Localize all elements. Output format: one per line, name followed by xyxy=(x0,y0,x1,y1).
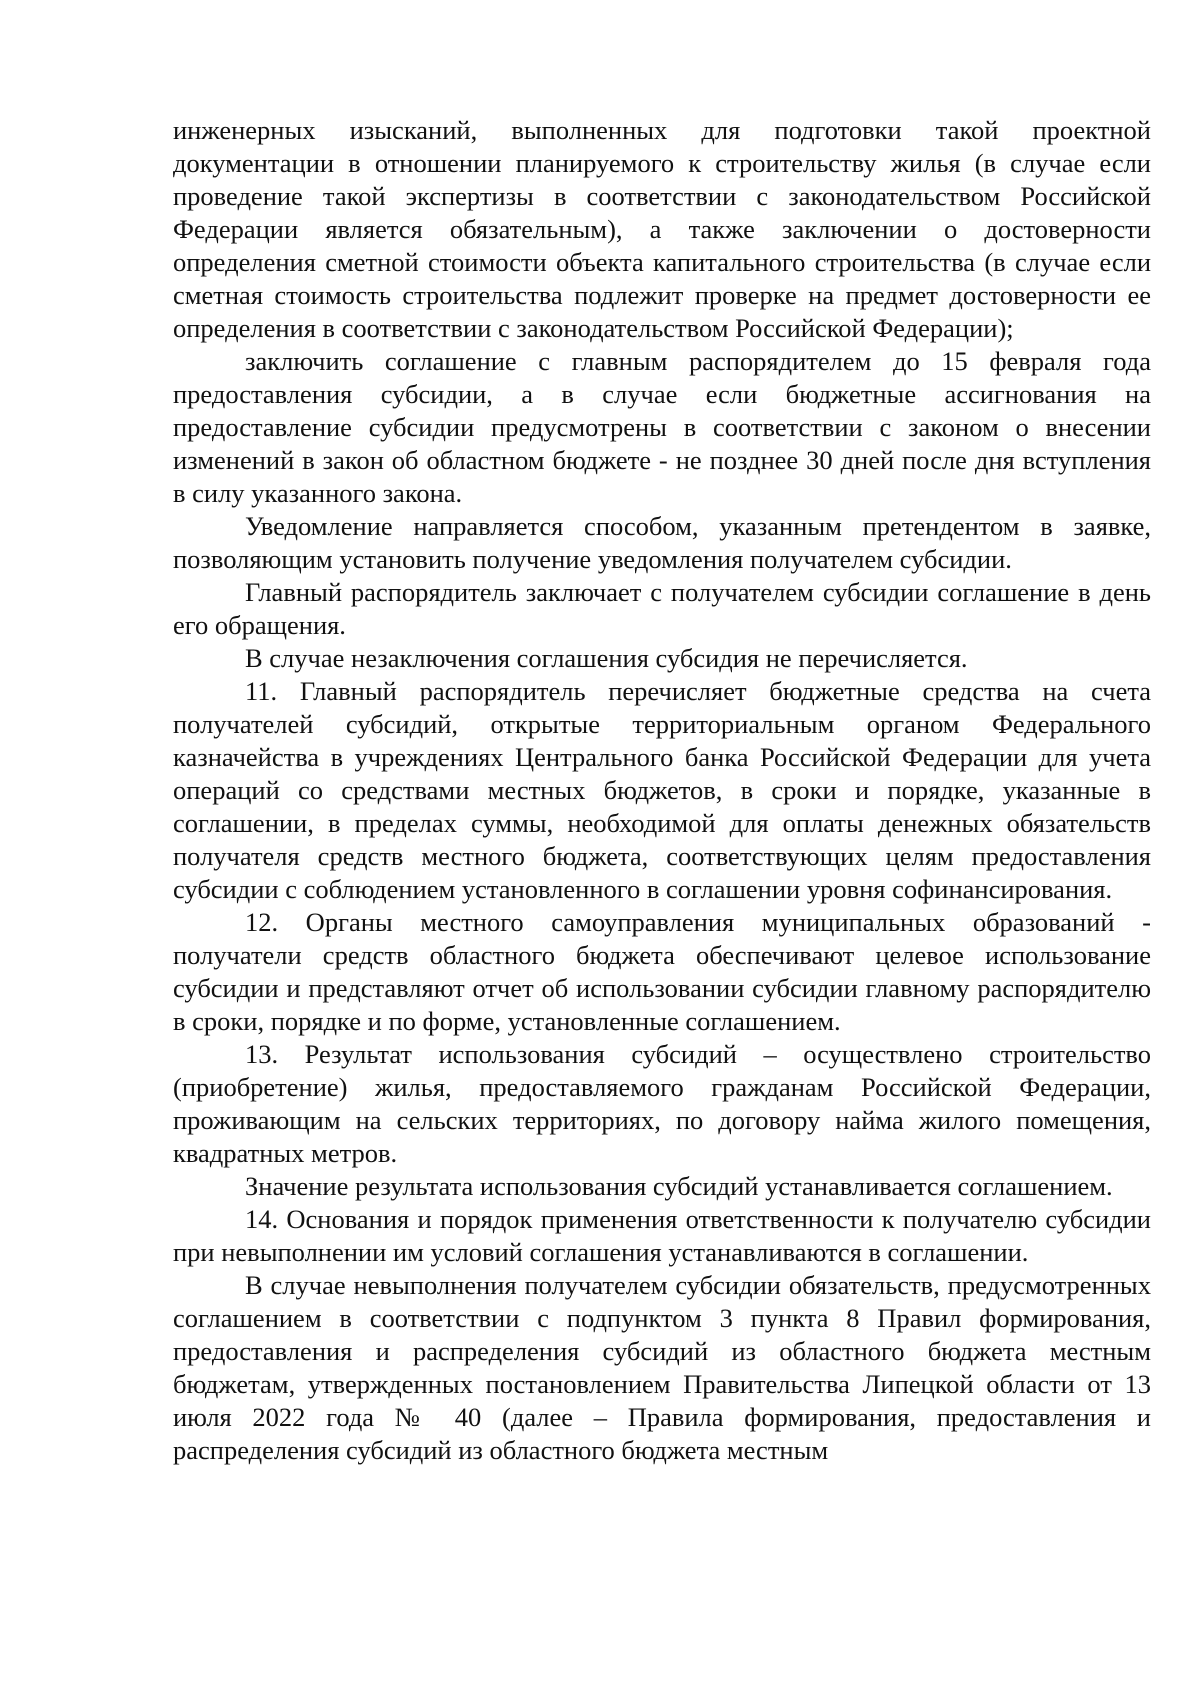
paragraph-item-13: 13. Результат использования субсидий – осуществлено строительство (приобретение) жилья, предоставляемого гражданам Российской Федерации, проживающим на сельских территориях, по договору найма жилого помещения, квадратных метров. xyxy=(173,1039,1151,1168)
paragraph-no-agreement: В случае незаключения соглашения субсидия не перечисляется. xyxy=(245,643,968,673)
document-body xyxy=(173,114,1151,1467)
paragraph-item-14: 14. Основания и порядок применения ответственности к получателю субсидии при невыполнении им условий соглашения устанавливаются в соглашении. xyxy=(173,1204,1151,1267)
paragraph-conclude-agreement: заключить соглашение с главным распорядителем до 15 февраля года предоставления субсидии, а в случае если бюджетные ассигнования на предоставление субсидии предусмотрены в соответствии с законом о внесении изменений в закон об областном бюджете - не позднее 30 дней после дня вступления в силу указанного закона. xyxy=(173,346,1151,508)
paragraph-item-12: 12. Органы местного самоуправления муниципальных образований - получатели средств областного бюджета обеспечивают целевое использование субсидии и представляют отчет об использовании субсидии главному распорядителю в сроки, порядке и по форме, установленные соглашением. xyxy=(173,907,1151,1036)
paragraph-item-11: 11. Главный распорядитель перечисляет бюджетные средства на счета получателей субсидий, открытые территориальным органом Федерального казначейства в учреждениях Центрального банка Российской Федерации для учета операций со средствами местных бюджетов, в сроки и порядке, указанные в соглашении, в пределах суммы, необходимой для оплаты денежных обязательств получателя средств местного бюджета, соответствующих целям предоставления субсидии с соблюдением установленного в соглашении уровня софинансирования. xyxy=(173,676,1151,904)
paragraph-engineering-surveys: инженерных изысканий, выполненных для подготовки такой проектной документации в отношении планируемого к строительству жилья (в случае если проведение такой экспертизы в соответствии с законодательством Российской Федерации является обязательным), а также заключении о достоверности определения сметной стоимости объекта капитального строительства (в случае если сметная стоимость строительства подлежит проверке на предмет достоверности ее определения в соответствии с законодательством Российской Федерации); xyxy=(173,115,1151,343)
paragraph-agreement-day: Главный распорядитель заключает с получателем субсидии соглашение в день его обращения. xyxy=(173,577,1151,640)
paragraph-non-fulfillment: В случае невыполнения получателем субсидии обязательств, предусмотренных соглашением в соответствии с подпунктом 3 пункта 8 Правил формирования, предоставления и распределения субсидий из областного бюджета местным бюджетам, утвержденных постановлением Правительства Липецкой области от 13 июля 2022 года № 40 (далее – Правила формирования, предоставления и распределения субсидий из областного бюджета местным xyxy=(173,1270,1151,1465)
paragraph-result-value: Значение результата использования субсидий устанавливается соглашением. xyxy=(245,1171,1113,1201)
paragraph-notification-method: Уведомление направляется способом, указанным претендентом в заявке, позволяющим установить получение уведомления получателем субсидии. xyxy=(173,511,1151,574)
